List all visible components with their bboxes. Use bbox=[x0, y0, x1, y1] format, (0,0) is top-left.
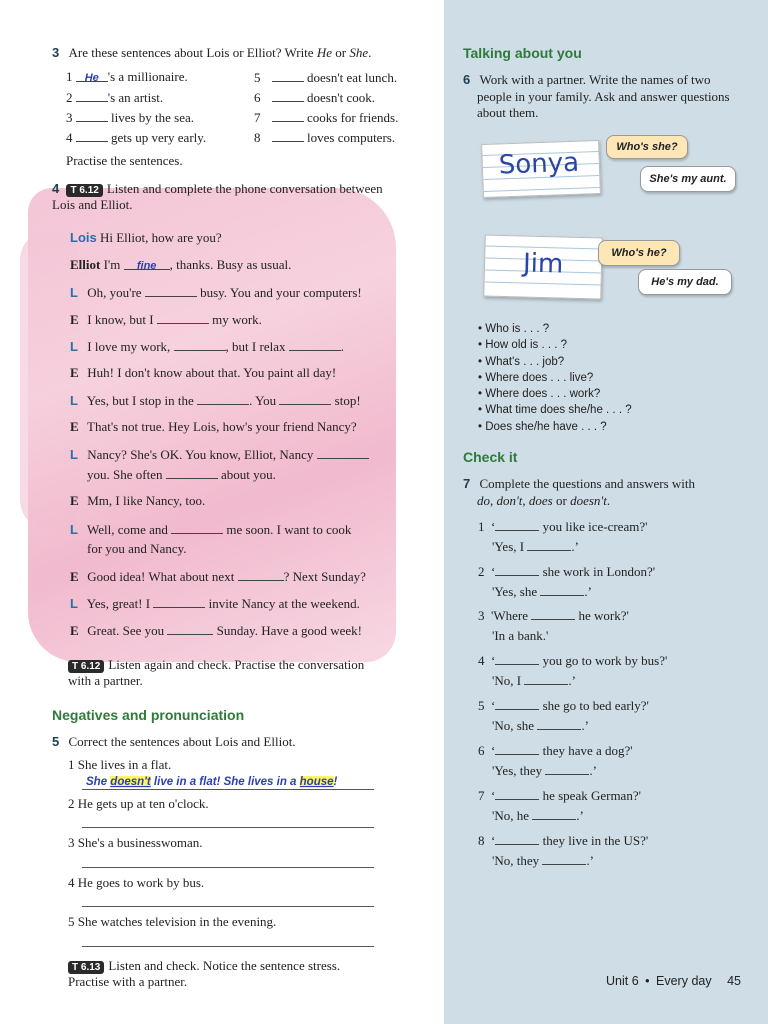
answer-blank[interactable] bbox=[527, 538, 571, 551]
answer-blank[interactable] bbox=[145, 284, 197, 297]
ex4-check: T 6.12 Listen again and check. Practise the conversation with a partner. bbox=[68, 657, 365, 688]
answer-blank[interactable] bbox=[495, 697, 539, 710]
answer-blank[interactable] bbox=[171, 521, 223, 534]
list-item: • How old is . . . ? bbox=[478, 339, 568, 352]
answer-blank[interactable] bbox=[272, 69, 304, 82]
answer-blank[interactable] bbox=[540, 583, 584, 596]
ex3-number: 3 bbox=[52, 45, 60, 60]
list-item: • Where does . . . live? bbox=[478, 371, 594, 384]
list-item: • What's . . . job? bbox=[478, 355, 565, 368]
answer-blank[interactable] bbox=[495, 832, 539, 845]
answer-blank[interactable] bbox=[272, 109, 304, 122]
page-footer: Unit 6 • Every day 45 bbox=[606, 974, 741, 988]
dialogue-line-14: E Great. See you Sunday. Have a good week! bbox=[70, 623, 363, 638]
ex7-item-3: 3 'Where he work?' 'In a bank.' bbox=[478, 608, 629, 643]
ex7-instruction: 7 Complete the questions and answers with do, don't, does or doesn't. bbox=[463, 476, 696, 508]
dialogue-line-2: Elliot I'm fine , thanks. Busy as usual. bbox=[70, 257, 292, 272]
answer-blank[interactable] bbox=[524, 672, 568, 685]
answer-blank[interactable] bbox=[76, 129, 108, 142]
answer-blank[interactable] bbox=[272, 89, 304, 102]
ex7-item-7: 7 ‘ he speak German?' 'No, he .’ bbox=[478, 788, 641, 823]
ex3-item-4: 4 gets up very early. bbox=[66, 130, 207, 145]
list-item: • Who is . . . ? bbox=[478, 323, 550, 335]
list-item: • Where does . . . work? bbox=[478, 388, 601, 401]
answer-blank[interactable] bbox=[531, 607, 575, 620]
ex3-item-5: 5 doesn't eat lunch. bbox=[254, 70, 398, 85]
ex7-item-4: 4 ‘ you go to work by bus?' 'No, I .’ bbox=[478, 653, 668, 688]
dialogue-line-12: E Good idea! What about next ? Next Sunday? bbox=[70, 569, 366, 584]
dialogue-line-4: E I know, but I my work. bbox=[70, 312, 262, 327]
audio-track-badge[interactable]: T 6.13 bbox=[68, 961, 104, 974]
answer-blank[interactable] bbox=[545, 762, 589, 775]
ex3-item-8: 8 loves computers. bbox=[254, 130, 396, 145]
dialogue-line-7: L Yes, but I stop in the . You stop! bbox=[70, 393, 361, 408]
ex6-instruction: 6 Work with a partner. Write the names of two people in your family. Ask and answer questions about them. bbox=[463, 72, 730, 120]
answer-blank[interactable] bbox=[495, 563, 539, 576]
name-note-jim: Jim bbox=[483, 234, 603, 299]
answer-blank[interactable] bbox=[76, 109, 108, 122]
dialogue-line-10: E Mm, I like Nancy, too. bbox=[70, 493, 206, 508]
audio-track-badge[interactable]: T 6.12 bbox=[68, 660, 104, 673]
speech-bubble-answer: He's my dad. bbox=[638, 269, 732, 295]
speech-bubble-question: Who's he? bbox=[598, 240, 680, 266]
answer-blank[interactable] bbox=[167, 622, 213, 635]
answer-blank[interactable] bbox=[495, 652, 539, 665]
speech-bubble-answer: She's my aunt. bbox=[640, 166, 736, 192]
dialogue-line-13: L Yes, great! I invite Nancy at the weekend. bbox=[70, 596, 360, 611]
negatives-heading: Negatives and pronunciation bbox=[52, 707, 245, 723]
ex7-item-8: 8 ‘ they live in the US?' 'No, they .’ bbox=[478, 833, 649, 868]
answer-blank[interactable]: He bbox=[76, 69, 108, 82]
answer-blank[interactable] bbox=[542, 852, 586, 865]
ex3-item-3: 3 lives by the sea. bbox=[66, 110, 195, 125]
list-item: • Does she/he have . . . ? bbox=[478, 420, 607, 433]
speech-bubble-question: Who's she? bbox=[606, 135, 688, 159]
answer-blank[interactable] bbox=[166, 466, 218, 479]
dialogue-line-1: Lois Hi Elliot, how are you? bbox=[70, 230, 222, 245]
question-prompts-list bbox=[478, 321, 632, 435]
ex7-item-5: 5 ‘ she go to bed early?' 'No, she .’ bbox=[478, 698, 649, 733]
answer-line[interactable] bbox=[82, 867, 374, 868]
name-note-sonya: Sonya bbox=[481, 140, 601, 198]
check-it-heading: Check it bbox=[463, 449, 518, 465]
answer-blank[interactable]: fine bbox=[124, 257, 170, 270]
answer-blank[interactable] bbox=[537, 717, 581, 730]
audio-track-badge[interactable]: T 6.12 bbox=[66, 184, 102, 197]
ex5-answer-1: She doesn't live in a flat! She lives in a house! bbox=[86, 776, 338, 788]
ex5-item-3: 3 She's a businesswoman. bbox=[68, 835, 203, 850]
ex4-instruction: 4 T 6.12 Listen and complete the phone conversation between Lois and Elliot. bbox=[52, 181, 383, 212]
answer-blank[interactable] bbox=[532, 807, 576, 820]
dialogue-line-6: E Huh! I don't know about that. You paint all day! bbox=[70, 365, 337, 380]
answer-blank[interactable] bbox=[495, 787, 539, 800]
answer-line[interactable] bbox=[82, 789, 374, 790]
dialogue-line-8: E That's not true. Hey Lois, how's your friend Nancy? bbox=[70, 419, 357, 434]
ex3-item-2: 2 's an artist. bbox=[66, 90, 164, 105]
answer-blank[interactable] bbox=[76, 89, 108, 102]
answer-blank[interactable] bbox=[157, 311, 209, 324]
ex3-item-7: 7 cooks for friends. bbox=[254, 110, 399, 125]
list-item: • What time does she/he . . . ? bbox=[478, 404, 632, 417]
answer-blank[interactable] bbox=[153, 595, 205, 608]
answer-line[interactable] bbox=[82, 827, 374, 828]
dialogue-line-9b: you. She often about you. bbox=[87, 467, 276, 482]
dialogue-line-5: L I love my work, , but I relax . bbox=[70, 339, 344, 354]
ex5-check: T 6.13 Listen and check. Notice the sentence stress. Practise with a partner. bbox=[68, 958, 341, 989]
ex5-item-4: 4 He goes to work by bus. bbox=[68, 875, 205, 890]
page-number: 45 bbox=[727, 974, 741, 988]
ex5-item-1: 1 She lives in a flat. bbox=[68, 757, 172, 772]
dialogue-line-9: L Nancy? She's OK. You know, Elliot, Nancy bbox=[70, 446, 369, 463]
ex5-item-2: 2 He gets up at ten o'clock. bbox=[68, 796, 209, 811]
answer-blank[interactable] bbox=[174, 338, 226, 351]
answer-line[interactable] bbox=[82, 946, 374, 947]
answer-blank[interactable] bbox=[495, 742, 539, 755]
ex5-instruction: 5 Correct the sentences about Lois and Elliot. bbox=[52, 734, 296, 749]
dialogue-line-3: L Oh, you're busy. You and your computers! bbox=[70, 285, 362, 300]
answer-blank[interactable] bbox=[289, 338, 341, 351]
ex3-item-1: 1 He 's a millionaire. bbox=[66, 69, 188, 84]
ex7-item-1: 1 ‘ you like ice-cream?' 'Yes, I .’ bbox=[478, 519, 648, 554]
ex3-item-6: 6 doesn't cook. bbox=[254, 90, 376, 105]
dialogue-line-11b: for you and Nancy. bbox=[87, 541, 187, 556]
ex3-practise: Practise the sentences. bbox=[66, 153, 183, 168]
talking-heading: Talking about you bbox=[463, 45, 582, 61]
ex3-instruction: 3 Are these sentences about Lois or Elliot? Write He or She. bbox=[52, 45, 372, 60]
answer-blank[interactable] bbox=[238, 568, 284, 581]
answer-blank[interactable] bbox=[495, 518, 539, 531]
answer-line[interactable] bbox=[82, 906, 374, 907]
dialogue-line-11: L Well, come and me soon. I want to cook bbox=[70, 522, 352, 537]
ex7-item-6: 6 ‘ they have a dog?' 'Yes, they .’ bbox=[478, 743, 633, 778]
ex5-item-5: 5 She watches television in the evening. bbox=[68, 914, 277, 929]
answer-blank[interactable] bbox=[197, 392, 249, 405]
answer-blank[interactable] bbox=[317, 446, 369, 459]
answer-blank[interactable] bbox=[272, 129, 304, 142]
ex7-item-2: 2 ‘ she work in London?' 'Yes, she .’ bbox=[478, 564, 656, 599]
answer-blank[interactable] bbox=[279, 392, 331, 405]
